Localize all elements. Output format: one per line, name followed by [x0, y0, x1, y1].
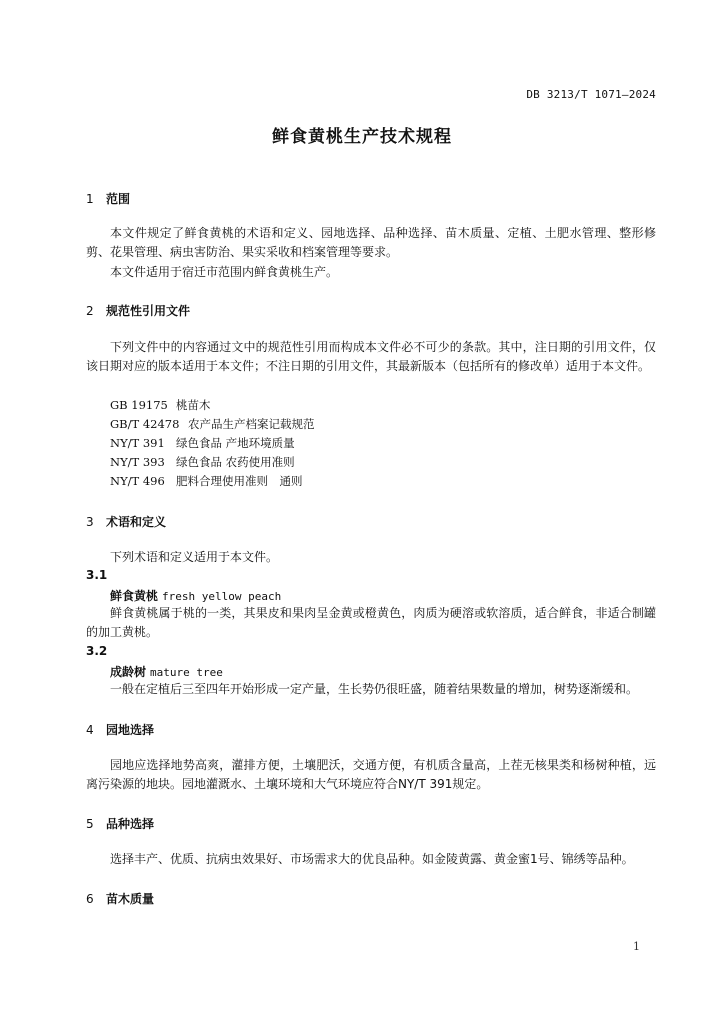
section-title: 术语和定义 [106, 515, 167, 529]
term-chinese: 成龄树 [110, 665, 147, 679]
section-2-heading [86, 302, 190, 319]
term-heading [110, 663, 223, 680]
section-5-heading [86, 815, 154, 832]
section-1-paragraph-1: 本文件规定了鲜食黄桃的术语和定义、园地选择、品种选择、苗木质量、定植、土肥水管理、整形修剪、花果管理、病虫害防治、果实采收和档案管理等要求。 [86, 226, 656, 259]
reference-name: 肥料合理使用准则 通则 [176, 474, 303, 488]
term-number: 3.2 [86, 644, 108, 658]
reference-item [110, 416, 315, 432]
section-number: 5 [86, 817, 94, 831]
term-definition: 鲜食黄桃属于桃的一类，其果皮和果肉呈金黄或橙黄色，肉质为硬溶或软溶质，适合鲜食，非适合制罐的加工黄桃。 [86, 606, 656, 639]
reference-code: NY/T 391 [110, 436, 165, 450]
section-number: 1 [86, 192, 94, 206]
reference-item [110, 435, 295, 451]
term-number: 3.1 [86, 568, 108, 582]
section-3-heading [86, 513, 166, 530]
reference-code: GB 19175 [110, 398, 168, 412]
reference-code: NY/T 393 [110, 455, 165, 469]
section-number: 3 [86, 515, 94, 529]
section-number: 6 [86, 892, 94, 906]
page-number: 1 [633, 940, 640, 953]
reference-name: 农产品生产档案记载规范 [188, 417, 315, 431]
section-title: 园地选择 [106, 723, 155, 737]
reference-name: 绿色食品 产地环境质量 [176, 436, 295, 450]
section-1-paragraph-2: 本文件适用于宿迁市范围内鲜食黄桃生产。 [110, 265, 339, 279]
section-3-intro: 下列术语和定义适用于本文件。 [110, 550, 279, 564]
section-4-heading [86, 721, 154, 738]
reference-name: 桃苗木 [176, 398, 211, 412]
term-definition: 一般在定植后三至四年开始形成一定产量，生长势仍很旺盛，随着结果数量的增加，树势逐渐缓和。 [110, 682, 639, 696]
reference-code: NY/T 496 [110, 474, 165, 488]
reference-name: 绿色食品 农药使用准则 [176, 455, 295, 469]
section-title: 苗木质量 [106, 892, 155, 906]
section-number: 2 [86, 304, 94, 318]
reference-code: GB/T 42478 [110, 417, 180, 431]
section-2-paragraph-1: 下列文件中的内容通过文中的规范性引用而构成本文件必不可少的条款。其中，注日期的引用文件，仅该日期对应的版本适用于本文件；不注日期的引用文件，其最新版本（包括所有的修改单）适用于本文件。 [86, 340, 656, 373]
section-number: 4 [86, 723, 94, 737]
section-5-paragraph-1: 选择丰产、优质、抗病虫效果好、市场需求大的优良品种。如金陵黄露、黄金蜜1号、锦绣等品种。 [110, 852, 634, 866]
term-english: mature tree [150, 666, 223, 679]
standard-code: DB 3213/T 1071—2024 [526, 88, 656, 101]
section-title: 范围 [106, 192, 131, 206]
term-english: fresh yellow peach [162, 590, 282, 603]
section-1-heading [86, 190, 130, 207]
section-4-paragraph-1: 园地应选择地势高爽，灌排方便，土壤肥沃，交通方便，有机质含量高，上茬无核果类和杨树种植，远离污染源的地块。园地灌溉水、土壤环境和大气环境应符合NY/T 391规定。 [86, 758, 656, 791]
reference-item [110, 397, 211, 413]
term-chinese: 鲜食黄桃 [110, 589, 159, 603]
section-title: 规范性引用文件 [106, 304, 191, 318]
reference-item [110, 454, 295, 470]
document-title: 鲜食黄桃生产技术规程 [272, 127, 452, 147]
term-heading [110, 587, 281, 604]
section-title: 品种选择 [106, 817, 155, 831]
section-6-heading [86, 890, 154, 907]
reference-item [110, 473, 303, 489]
